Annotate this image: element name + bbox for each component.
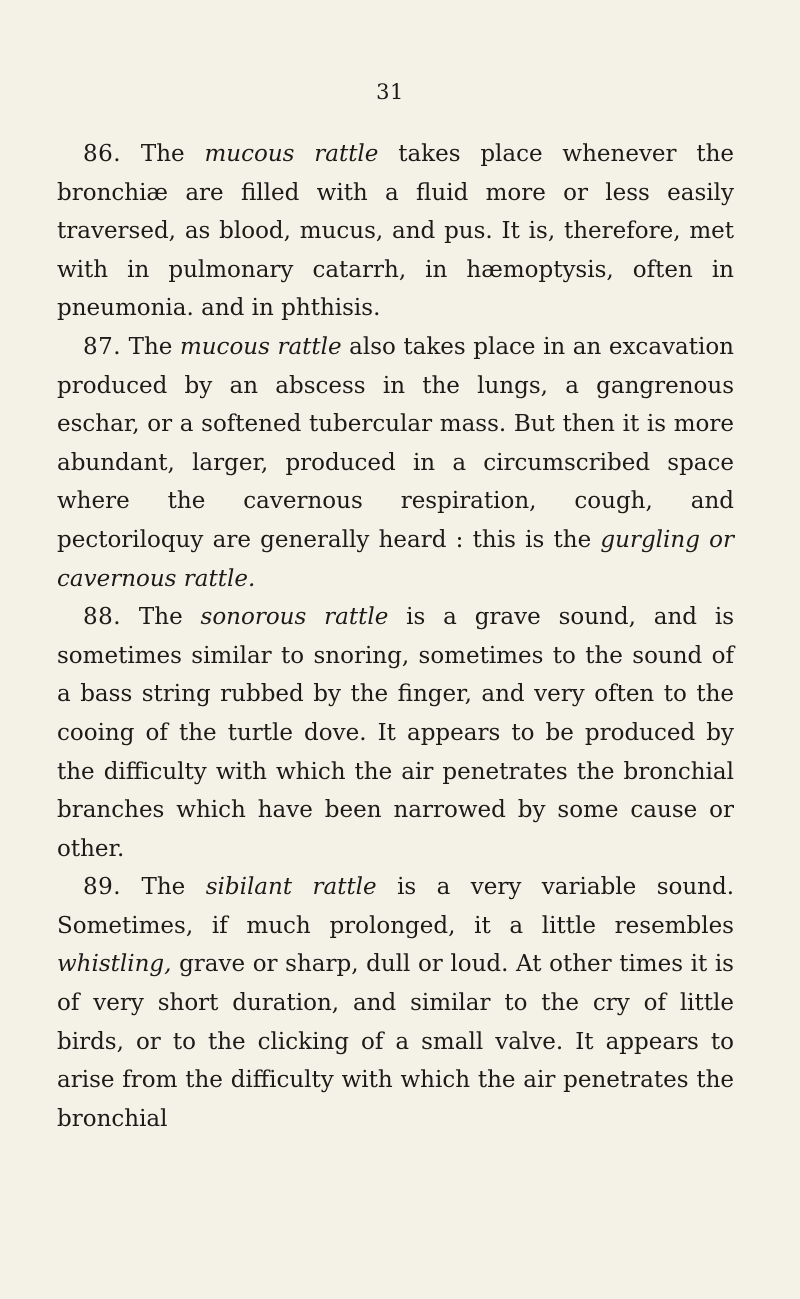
paragraph-number: 86. — [83, 141, 122, 167]
italic-term: mucous rattle — [179, 333, 342, 360]
text-segment: The — [128, 333, 180, 360]
paragraph-88 — [57, 598, 734, 868]
text-segment: The — [140, 141, 205, 167]
italic-term: sonorous rattle — [200, 604, 389, 631]
text-segment: The — [141, 874, 206, 901]
text-segment: takes place whenever the bronchiæ are filled with a fluid more or less easily traversed, as blood, mucus, and pus. It is, therefore, met with in pulmonary catarrh, in hæmoptysis, often in pneumonia. and in phthisis. — [57, 141, 735, 322]
italic-term: gurgling or cavernous rattle. — [57, 526, 735, 592]
page-number: 31 — [376, 80, 404, 104]
body-text — [57, 135, 734, 1138]
paragraph-86 — [57, 135, 734, 328]
text-segment: is a grave sound, and is sometimes similar to snoring, sometimes to the sound of a bass string rubbed by the finger, and very often to the cooing of the turtle dove. It appears to be produced by the difficulty with which the air penetrates the bronchial branches which have been narrowed by some cause or other. — [57, 604, 734, 862]
paragraph-number: 89. — [83, 874, 122, 901]
paragraph-number: 88. — [83, 604, 122, 631]
italic-term: sibilant rattle — [205, 874, 377, 901]
text-segment: grave or sharp, dull or loud. At other times it is of very short duration, and similar to the cry of little birds, or to the clicking of a small valve. It appears to arise from the difficulty with which the air penetrates the bronchial — [57, 951, 734, 1132]
paragraph-89 — [57, 868, 734, 1138]
text-segment: is a very variable sound. Sometimes, if much prolonged, it a little resembles — [57, 874, 735, 939]
italic-term: mucous rattle — [204, 141, 379, 167]
paragraph-87 — [57, 328, 734, 598]
text-segment: also takes place in an excavation produced by an abscess in the lungs, a gangrenous eschar, or a softened tubercular mass. But then it is more abundant, larger, produced in a circumscribed space where the cavernous respiration, cough, and pectoriloquy are generally heard : this is the — [57, 333, 734, 553]
paragraph-number: 87. — [83, 333, 122, 360]
italic-term: whistling, — [57, 951, 172, 978]
text-segment: The — [138, 604, 201, 631]
